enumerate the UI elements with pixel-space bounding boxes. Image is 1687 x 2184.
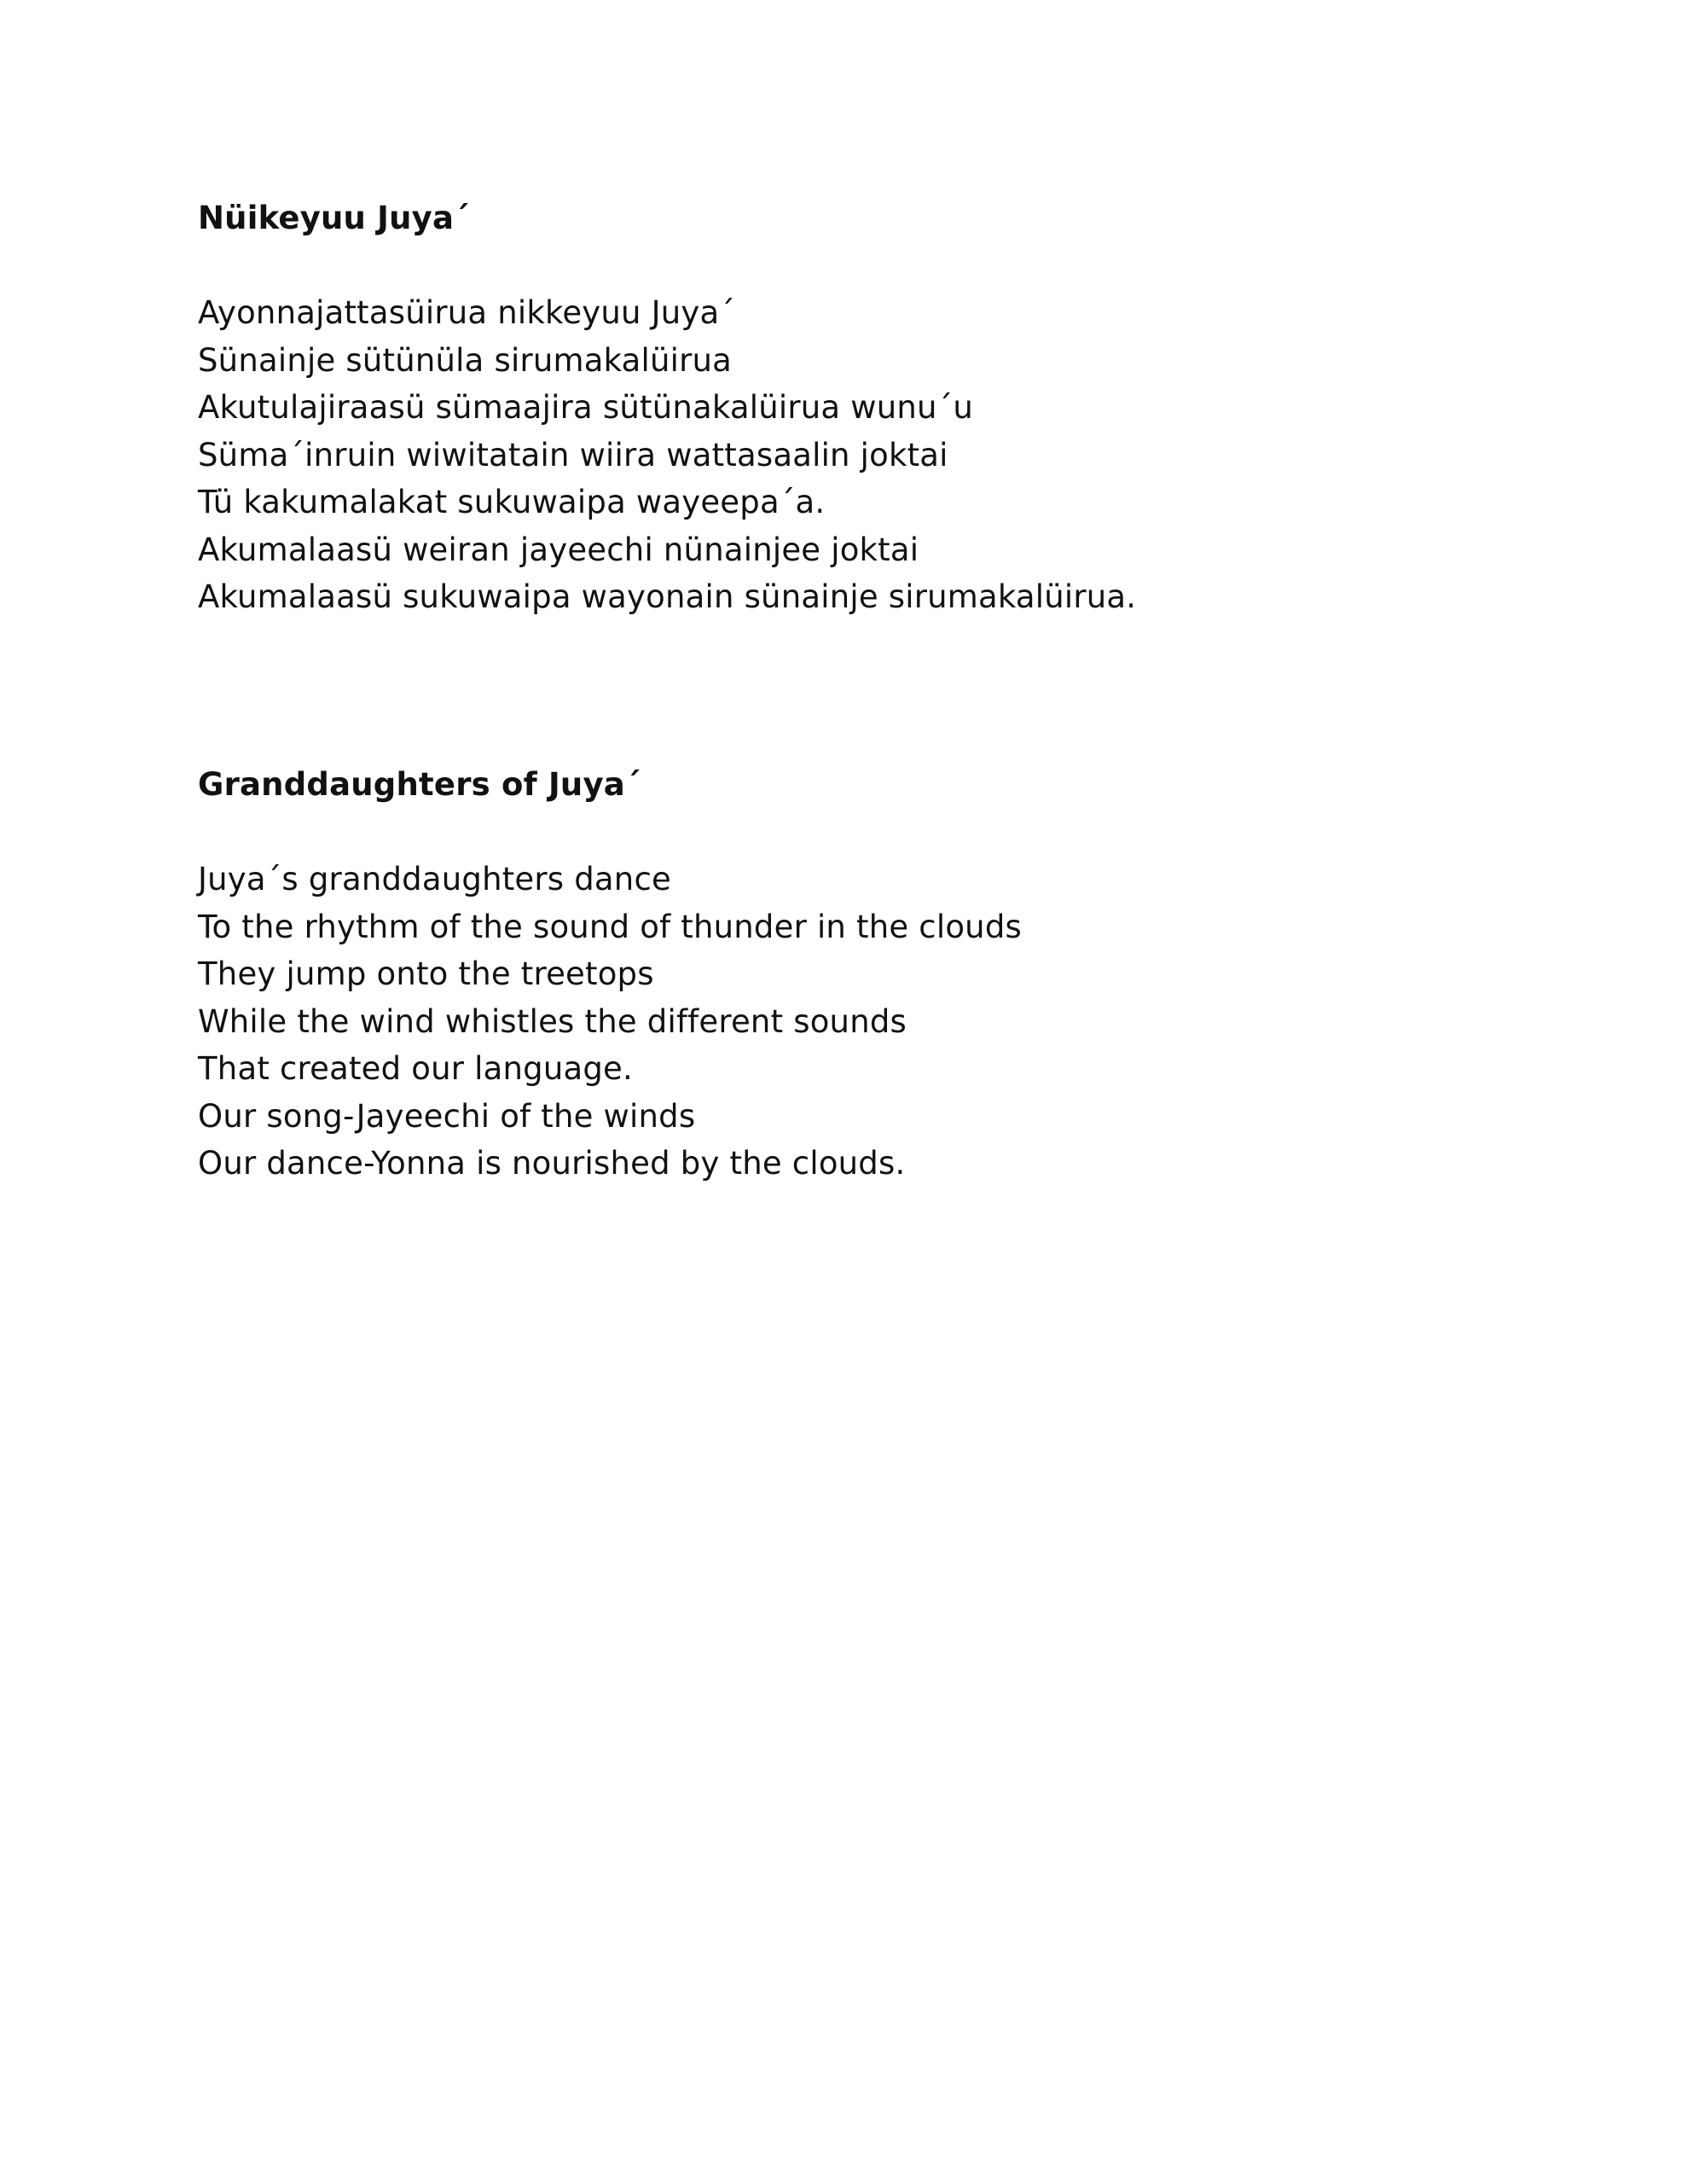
verse-line: Süma´inruin wiwitatain wiira wattasaalin joktai — [198, 436, 948, 473]
poem-stanza — [198, 856, 1477, 1188]
poem-wayuunaiki — [198, 195, 1477, 621]
verse-line: They jump onto the treetops — [198, 956, 654, 992]
verse-line: Our dance-Yonna is nourished by the clouds. — [198, 1145, 906, 1182]
verse-line: Sünainje sütünüla sirumakalüirua — [198, 341, 733, 379]
verse-line: Our song-Jayeechi of the winds — [198, 1097, 696, 1135]
verse-line: Akutulajiraasü sümaajira sütünakalüirua wunu´u — [198, 389, 974, 426]
poem-title: Nüikeyuu Juya´ — [198, 200, 470, 236]
verse-line: Juya´s granddaughters dance — [198, 861, 671, 897]
verse-line: Akumalaasü weiran jayeechi nünainjee joktai — [198, 531, 919, 568]
poem-english — [198, 761, 1477, 1188]
verse-line: Akumalaasü sukuwaipa wayonain sünainje sirumakalüirua. — [198, 578, 1137, 615]
verse-line: To the rhythm of the sound of thunder in the clouds — [198, 908, 1022, 945]
verse-line: While the wind whistles the different sounds — [198, 1002, 907, 1040]
poem-title: Granddaughters of Juya´ — [198, 766, 641, 803]
verse-line: That created our language. — [198, 1050, 633, 1087]
verse-line: Tü kakumalakat sukuwaipa wayeepa´a. — [198, 484, 826, 520]
poem-stanza — [198, 289, 1477, 621]
verse-line: Ayonnajattasüirua nikkeyuu Juya´ — [198, 294, 736, 331]
